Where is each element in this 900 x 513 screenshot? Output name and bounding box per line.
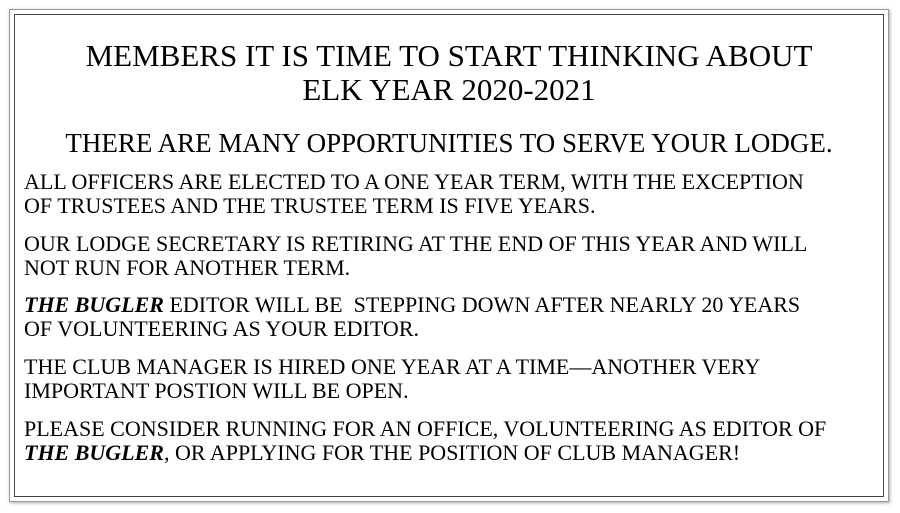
paragraph-closing [24,417,879,465]
headline-line-2: ELK YEAR 2020-2021 [302,72,596,107]
paragraph-line: OF TRUSTEES AND THE TRUSTEE TERM IS FIVE YEARS. [24,193,596,218]
paragraph-line: THE CLUB MANAGER IS HIRED ONE YEAR AT A TIME—ANOTHER VERY [24,354,761,379]
paragraph-line: IMPORTANT POSTION WILL BE OPEN. [24,378,409,403]
paragraph-manager [24,355,879,403]
paragraph-line: NOT RUN FOR ANOTHER TERM. [24,255,351,280]
notice-border [14,14,884,497]
paragraph-text: , OR APPLYING FOR THE POSITION OF CLUB MANAGER! [163,440,741,465]
paragraph-line: OF VOLUNTEERING AS YOUR EDITOR. [24,316,419,341]
paragraph-secretary [24,232,879,280]
paragraph-line [24,293,879,317]
subheadline: THERE ARE MANY OPPORTUNITIES TO SERVE YOUR LODGE. [65,128,833,158]
notice-frame [9,9,889,502]
headline [15,39,883,107]
publication-title: THE BUGLER [24,440,164,465]
paragraph-officers [24,170,879,218]
paragraph-line [24,441,879,465]
paragraph-line: PLEASE CONSIDER RUNNING FOR AN OFFICE, VOLUNTEERING AS EDITOR OF [24,416,827,441]
paragraph-line: OUR LODGE SECRETARY IS RETIRING AT THE END OF THIS YEAR AND WILL [24,231,808,256]
headline-line-1: MEMBERS IT IS TIME TO START THINKING ABOUT [85,38,813,73]
paragraph-line: ALL OFFICERS ARE ELECTED TO A ONE YEAR TERM, WITH THE EXCEPTION [24,169,804,194]
paragraph-editor [24,293,879,341]
publication-title: THE BUGLER [24,292,164,317]
paragraph-text: EDITOR WILL BE STEPPING DOWN AFTER NEARLY 20 YEARS [163,292,801,317]
